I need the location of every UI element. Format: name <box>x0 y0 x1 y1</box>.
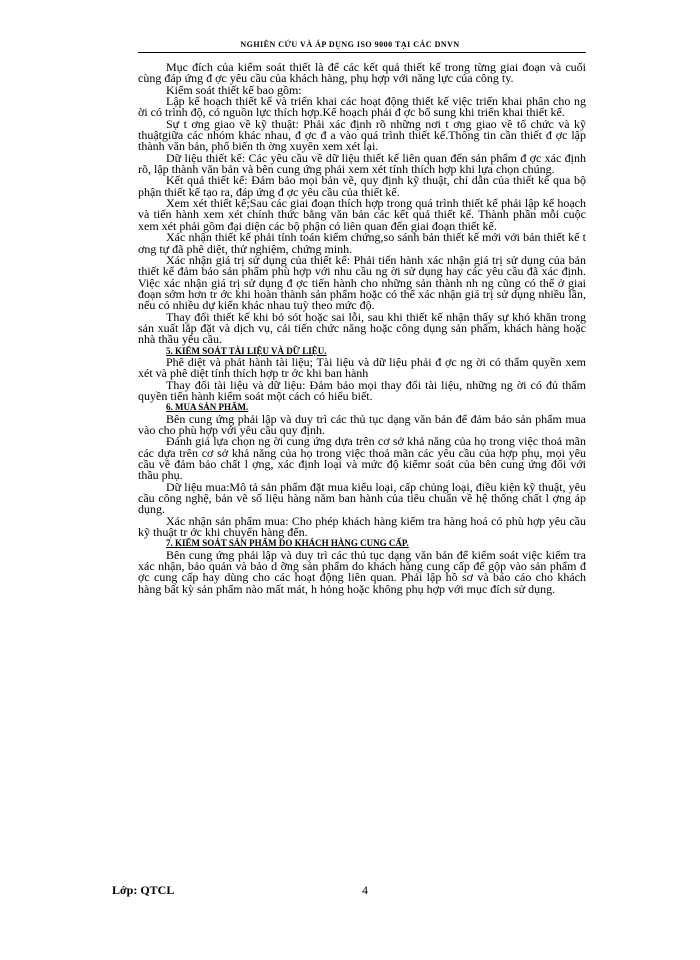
body-paragraph: Thay đổi thiết kế khi bỏ sót hoặc sai lỗi, sau khi thiết kế nhận thấy sự khó khăn trong sản xuất lắp đặt và dịch vụ, cải tiến chức năng hoặc công dụng sản phẩm, khách hàng hoặc nhà thầu yêu cầu. <box>138 309 586 347</box>
body-paragraph: Xác nhận sản phẩm mua: Cho phép khách hàng kiểm tra hàng hoá có phù hợp yêu cầu kỹ thuật tr ớc khi chuyển hàng đến. <box>138 513 586 540</box>
header-rule <box>138 52 586 53</box>
footer-class-label: Lớp: QTCL <box>112 883 175 897</box>
page-number: 4 <box>362 883 368 897</box>
body-paragraph: Xác nhận thiết kế phải tính toán kiểm chứng,so sánh bản thiết kế mới với bản thiết kế t ơng tự đã phê diệt, thử nghiệm, chứng minh. <box>138 230 586 256</box>
body-paragraph: Bên cung ứng phải lập và duy trì các thủ tục dạng văn bản để đảm bảo sản phẩm mua vào cho phù hợp với yêu cầu quy định. <box>138 411 586 437</box>
body-paragraph: Đánh giá lựa chọn ng ời cung ứng dựa trên cơ sở khả năng của họ trong việc thoả mãn các dựa trên cơ sở khả năng của họ trong việc thoả mãn các yêu cầu của hợp phụ, mọi yêu cầu về đảm bảo chất l ợng, xác định loại và mức độ kiểmr soát của bên cung ứng đối với thầu phụ. <box>138 434 586 483</box>
body-paragraph: Thay đổi tài liệu và dữ liệu: Đảm bảo mọi thay đổi tài liệu, những ng ời có đủ thẩm quyền tiến hành kiểm soát một cách có hiểu biết. <box>138 377 586 403</box>
body-paragraph: Dữ liệu mua:Mô tả sản phẩm đặt mua kiểu loại, cấp chủng loại, điều kiện kỹ thuật, yêu cầu công nghệ, bản vẽ số liệu hàng năm ban hành của tiêu chuẩn về hệ thống chất l ợng áp dụng. <box>138 479 586 517</box>
section-heading: 5. KIỂM SOÁT TÀI LIỆU VÀ DỮ LIỆU. <box>166 345 327 356</box>
body-paragraph: Xác nhận giá trị sử dụng của thiết kế: Phải tiến hành xác nhận giá trị sử dụng của bản thiết kế đảm bảo sản phẩm phù hợp với nhu cầu ng ời sử dụng hay các yêu cầu đã xác định. Việc xác nhận giá trị sử dụng đ ợc tiến hành cho những sản thành nh ng cũng có thể ở giai đoạn sớm hơn tr ớc khi hoàn thành sản phẩm hoặc có thể xác nhận giá trị sử dụng nhiều lần, nếu có nhiều dự kiến khác nhau tuỳ theo mức độ. <box>138 252 586 313</box>
document-body <box>138 62 586 595</box>
body-paragraph: Lập kế hoạch thiết kế và triển khai các hoạt động thiết kế việc triển khai phân cho ng ời có trình độ, có nguồn lực thích hợp.Kế hoạch phải đ ợc bổ sung khi triển khai thiết kế. <box>138 94 586 120</box>
page-header: NGHIÊN CỨU VÀ ÁP DỤNG ISO 9000 TẠI CÁC DNVN <box>240 40 460 49</box>
body-paragraph: Kết quả thiết kế: Đảm bảo mọi bản vẽ, quy định kỹ thuật, chỉ dẫn của thiết kế qua bộ phận thiết kế tạo ra, đáp ứng đ ợc yêu cầu của thiết kế. <box>138 173 586 199</box>
section-heading: 6. MUA SẢN PHẨM. <box>166 402 249 413</box>
body-paragraph: Xem xét thiết kế;Sau các giai đoạn thích hợp trong quá trình thiết kế phải lập kế hoạch và tiến hành xem xét chính thức bằng văn bản các kết quả thiết kế. Thành phần mỗi cuộc xem xét phải gồm đại diện các bộ phận có liên quan đến giai đoạn thiết kế. <box>138 196 586 233</box>
body-paragraph: Bên cung ứng phải lập và duy trì các thủ tục dạng văn bản để kiểm soát việc kiểm tra xác nhận, bảo quản và bảo d ỡng sản phẩm do khách hàng cung cấp để gộp vào sản phẩm đ ợc cung cấp hay dùng cho các hoạt động liên quan. Phải lập hồ sơ và báo cáo cho khách hàng bất kỳ sản phẩm nào mất mát, h hỏng hoặc không phụ hợp với mục đích sử dụng. <box>138 547 586 596</box>
body-paragraph: Dữ liệu thiết kế: Các yêu cầu về dữ liệu thiết kế liên quan đến sản phẩm đ ợc xác định rõ, lập thành văn bản và bên cung ứng phải xem xét tính thích hợp khi lựa chọn chúng. <box>138 150 586 177</box>
section-heading: 7. KIỂM SOÁT SẢN PHẨM DO KHÁCH HÀNG CUNG CẤP. <box>166 538 409 549</box>
body-paragraph: Kiểm soát thiết kế bao gồm: <box>166 82 302 97</box>
body-paragraph: Sự t ơng giao về kỹ thuật: Phải xác định rõ những nơi t ơng giao về tổ chức và kỹ thuậtgiữa các nhóm khác nhau, đ ợc đ a vào quá trình thiết kế.Thông tin cần thiết đ ợc lập thành văn bản, phổ biến th ờng xuyên xem xét lại. <box>138 116 586 154</box>
body-paragraph: Mục đích của kiểm soát thiết là để các kết quả thiết kế trong từng giai đoạn và cuối cùng đáp ứng đ ợc yêu cầu của khách hàng, phụ hợp với năng lực của công ty. <box>138 60 586 86</box>
body-paragraph: Phê diệt và phát hành tài liệu; Tài liệu và dữ liệu phải đ ợc ng ời có thẩm quyền xem xét và phê diệt tính thích hợp tr ớc khi ban hành <box>138 354 586 381</box>
